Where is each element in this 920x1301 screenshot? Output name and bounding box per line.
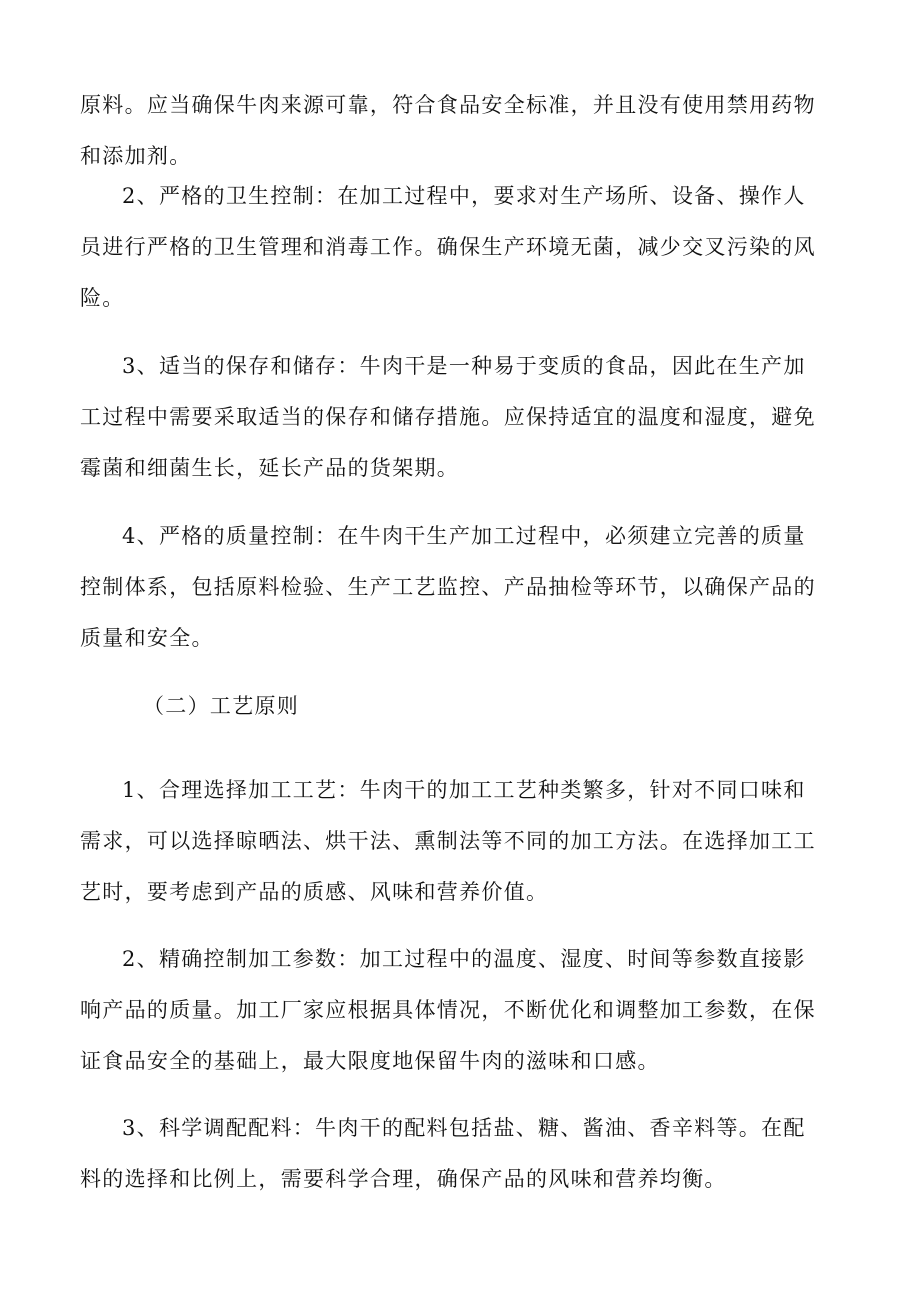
section-heading: （二）工艺原则 <box>143 694 300 718</box>
text-line: 控制体系，包括原料检验、生产工艺监控、产品抽检等环节，以确保产品的 <box>80 575 816 599</box>
paragraph-raw-material-continuation <box>80 80 842 182</box>
text-line: 质量和安全。 <box>80 626 214 650</box>
text-line: 3、科学调配配料：牛肉干的配料包括盐、糖、酱油、香辛料等。在配 <box>122 1116 806 1140</box>
text-line: 证食品安全的基础上，最大限度地保留牛肉的滋味和口感。 <box>80 1049 660 1073</box>
paragraph-process-selection <box>80 765 842 918</box>
section-heading-process-principles <box>80 681 842 732</box>
text-line: 需求，可以选择晾晒法、烘干法、熏制法等不同的加工方法。在选择加工工 <box>80 829 816 853</box>
text-line: 响产品的质量。加工厂家应根据具体情况，不断优化和调整加工参数，在保 <box>80 998 816 1022</box>
paragraph-process-parameters <box>80 934 842 1087</box>
text-line: 4、严格的质量控制：在牛肉干生产加工过程中，必须建立完善的质量 <box>122 524 806 548</box>
text-line: 险。 <box>80 286 125 310</box>
text-line: 1、合理选择加工工艺：牛肉干的加工工艺种类繁多，针对不同口味和 <box>122 778 806 802</box>
text-line: 霉菌和细菌生长，延长产品的货架期。 <box>80 456 460 480</box>
paragraph-hygiene-control <box>80 171 842 324</box>
text-line: 料的选择和比例上，需要科学合理，确保产品的风味和营养均衡。 <box>80 1167 727 1191</box>
text-line: 3、适当的保存和储存：牛肉干是一种易于变质的食品，因此在生产加 <box>122 354 806 378</box>
paragraph-ingredients <box>80 1103 842 1205</box>
text-line: 艺时，要考虑到产品的质感、风味和营养价值。 <box>80 880 549 904</box>
text-line: 2、严格的卫生控制：在加工过程中，要求对生产场所、设备、操作人 <box>122 184 806 208</box>
text-line: 工过程中需要采取适当的保存和储存措施。应保持适宜的温度和湿度，避免 <box>80 405 816 429</box>
text-line: 和添加剂。 <box>80 144 192 168</box>
paragraph-quality-control <box>80 511 842 664</box>
text-line: 2、精确控制加工参数：加工过程中的温度、湿度、时间等参数直接影 <box>122 947 806 971</box>
paragraph-storage <box>80 341 842 494</box>
text-line: 原料。应当确保牛肉来源可靠，符合食品安全标准，并且没有使用禁用药物 <box>80 93 816 117</box>
text-line: 员进行严格的卫生管理和消毒工作。确保生产环境无菌，减少交叉污染的风 <box>80 235 816 259</box>
